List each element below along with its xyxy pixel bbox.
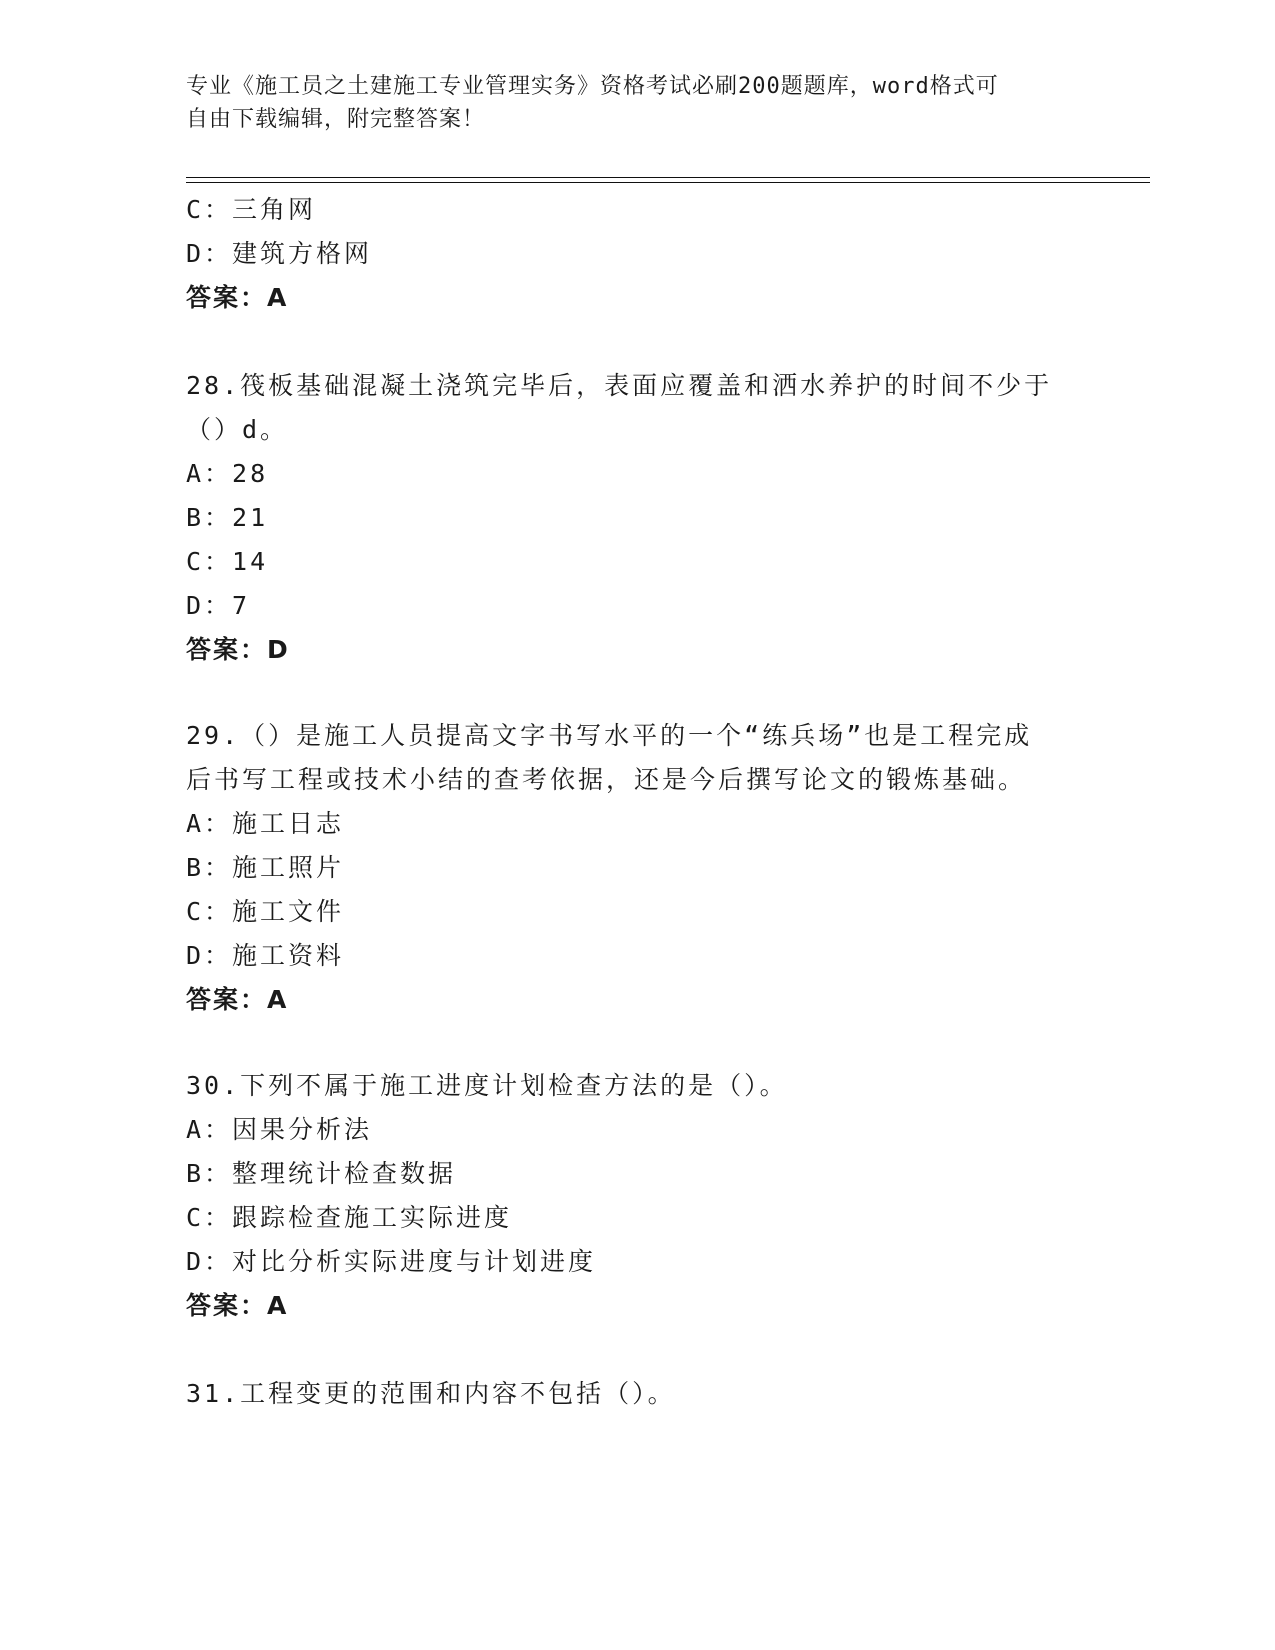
q30-answer: 答案：A <box>186 1291 289 1320</box>
prev-answer: 答案：A <box>186 283 289 312</box>
q28-option-a: A：28 <box>186 459 269 488</box>
q30-option-c: C：跟踪检查施工实际进度 <box>186 1203 513 1232</box>
q28-stem-line-1: 28.筏板基础混凝土浇筑完毕后，表面应覆盖和洒水养护的时间不少于 <box>186 371 1053 400</box>
header-line-2: 自由下载编辑，附完整答案！ <box>186 107 486 132</box>
q29-option-c: C：施工文件 <box>186 897 345 926</box>
header-line-1: 专业《施工员之土建施工专业管理实务》资格考试必刷200题题库，word格式可 <box>186 74 999 99</box>
header-divider-top <box>186 177 1150 178</box>
q30-option-b: B：整理统计检查数据 <box>186 1159 457 1188</box>
prev-option-d: D：建筑方格网 <box>186 239 373 268</box>
q28-option-d: D：7 <box>186 591 251 620</box>
q28-answer: 答案：D <box>186 635 290 664</box>
q29-option-a: A：施工日志 <box>186 809 345 838</box>
q29-answer: 答案：A <box>186 985 289 1014</box>
q30-option-d: D：对比分析实际进度与计划进度 <box>186 1247 597 1276</box>
q28-option-b: B：21 <box>186 503 269 532</box>
q28-option-c: C：14 <box>186 547 269 576</box>
q28-stem-line-2: （）d。 <box>186 415 289 444</box>
header-divider-bottom <box>186 182 1150 183</box>
q29-stem-line-2: 后书写工程或技术小结的查考依据，还是今后撰写论文的锻炼基础。 <box>186 765 1027 794</box>
q30-stem-line-1: 30.下列不属于施工进度计划检查方法的是（）。 <box>186 1071 788 1100</box>
q31-stem-line-1: 31.工程变更的范围和内容不包括（）。 <box>186 1379 676 1408</box>
document-header <box>186 70 1086 136</box>
q29-option-b: B：施工照片 <box>186 853 345 882</box>
q29-stem-line-1: 29.（）是施工人员提高文字书写水平的一个“练兵场”也是工程完成 <box>186 721 1033 750</box>
q29-option-d: D：施工资料 <box>186 941 345 970</box>
prev-option-c: C：三角网 <box>186 195 317 224</box>
q30-option-a: A：因果分析法 <box>186 1115 373 1144</box>
